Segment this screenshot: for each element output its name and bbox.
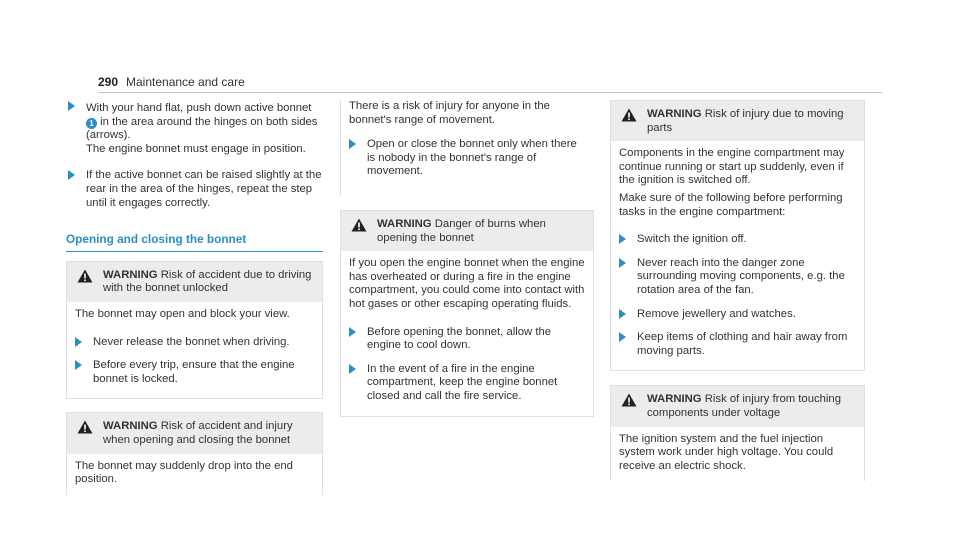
instruction-step (349, 138, 586, 179)
continued-warning-block (340, 100, 594, 196)
step-text: Keep items of clothing and hair away from moving parts. (637, 331, 848, 357)
step-text: Never reach into the danger zone surrounding moving components, e.g. the rotation area of the fan. (637, 256, 845, 296)
warning-box (66, 261, 323, 400)
warning-header (67, 413, 322, 453)
section-heading: Opening and closing the bonnet (66, 233, 323, 252)
arrow-right-icon (349, 327, 356, 337)
warning-label: WARNING (377, 217, 432, 230)
arrow-right-icon (75, 337, 82, 347)
warning-title: Risk of accident due to driving with the bonnet unlocked (103, 268, 312, 295)
page-title: Maintenance and care (126, 75, 245, 89)
warning-text: Components in the engine compartment may continue running or start up suddenly, even if the ignition is switched off. (619, 147, 845, 187)
column-2 (340, 100, 594, 417)
warning-text: The ignition system and the fuel injection system work under high voltage. You could receive an electric shock. (619, 432, 834, 472)
warning-steps (611, 227, 864, 370)
step-text: Before opening the bonnet, allow the engine to cool down. (367, 325, 552, 352)
step-text: Switch the ignition off. (637, 233, 747, 246)
warning-body (611, 427, 864, 482)
instruction-step (68, 169, 323, 210)
arrow-right-icon (349, 364, 356, 374)
warning-label: WARNING (647, 393, 702, 406)
step-text: In the event of a fire in the engine compartment, keep the engine bonnet closed and call the fire service. (367, 362, 558, 402)
warning-text: There is a risk of injury for anyone in the bonnet's range of movement. (349, 100, 550, 126)
warning-box (340, 210, 594, 417)
warning-triangle-icon (351, 218, 367, 232)
arrow-right-icon (75, 360, 82, 370)
page-number: 290 (98, 75, 119, 89)
warning-triangle-icon (621, 393, 637, 407)
page-header (98, 73, 882, 93)
warning-title: Risk of accident and injury when opening and closing the bonnet (103, 420, 293, 446)
warning-label: WARNING (647, 108, 702, 120)
step-text: Open or close the bonnet only when there is nobody in the bonnet's range of movement. (367, 138, 577, 178)
warning-text: If you open the engine bonnet when the engine has overheated or during a fire in the engine compartment, you could come into contact with hot gases or other escaping operating fluids. (349, 257, 585, 310)
warning-body (611, 141, 864, 227)
arrow-right-icon (68, 101, 75, 111)
arrow-right-icon (349, 139, 356, 149)
warning-steps (341, 320, 593, 416)
step-text: in the area around the hinges on both sides (arrows). (86, 115, 318, 142)
warning-triangle-icon (77, 269, 93, 283)
step-text: With your hand flat, push down active bonnet (86, 102, 312, 114)
column-1 (66, 100, 323, 495)
step-text: Before every trip, ensure that the engine bonnet is locked. (93, 359, 295, 385)
warning-body (67, 454, 322, 495)
step-text: The engine bonnet must engage in position. (86, 142, 306, 155)
callout-number-icon: 1 (86, 118, 97, 129)
warning-header (611, 101, 864, 141)
warning-header (67, 262, 322, 302)
warning-text: Make sure of the following before performing tasks in the engine compartment: (619, 191, 843, 218)
warning-title: Risk of injury from touching components under voltage (647, 393, 841, 419)
warning-triangle-icon (77, 420, 93, 434)
instruction-step (619, 331, 856, 358)
warning-steps (67, 330, 322, 399)
instruction-step (68, 100, 323, 156)
arrow-right-icon (619, 309, 626, 319)
warning-body (67, 302, 322, 330)
instruction-step (349, 326, 585, 353)
instruction-step (619, 233, 856, 247)
arrow-right-icon (619, 234, 626, 244)
warning-label: WARNING (103, 268, 158, 281)
arrow-right-icon (619, 332, 626, 342)
arrow-right-icon (68, 170, 75, 180)
warning-header (341, 211, 593, 251)
warning-triangle-icon (621, 108, 637, 122)
warning-box (610, 385, 865, 481)
warning-text: The bonnet may open and block your view. (75, 307, 290, 320)
instruction-step (75, 336, 314, 350)
warning-box (610, 100, 865, 371)
instruction-step (349, 363, 585, 404)
arrow-right-icon (619, 258, 626, 268)
warning-header (611, 386, 864, 426)
column-3 (610, 100, 865, 481)
warning-box (66, 412, 323, 494)
warning-title: Risk of injury due to moving parts (647, 108, 844, 134)
warning-label: WARNING (103, 420, 158, 433)
warning-text: The bonnet may suddenly drop into the end position. (75, 459, 293, 486)
instruction-step (619, 257, 856, 298)
step-text: Remove jewellery and watches. (637, 307, 796, 320)
step-text: Never release the bonnet when driving. (93, 335, 290, 348)
warning-body (341, 251, 593, 319)
instruction-step (75, 359, 314, 386)
header-divider (98, 92, 882, 93)
warning-title: Danger of burns when opening the bonnet (377, 217, 546, 244)
instruction-step (619, 308, 856, 322)
step-text: If the active bonnet can be raised slightly at the rear in the area of the hinges, repeat the step until it engages correctly. (86, 169, 322, 209)
